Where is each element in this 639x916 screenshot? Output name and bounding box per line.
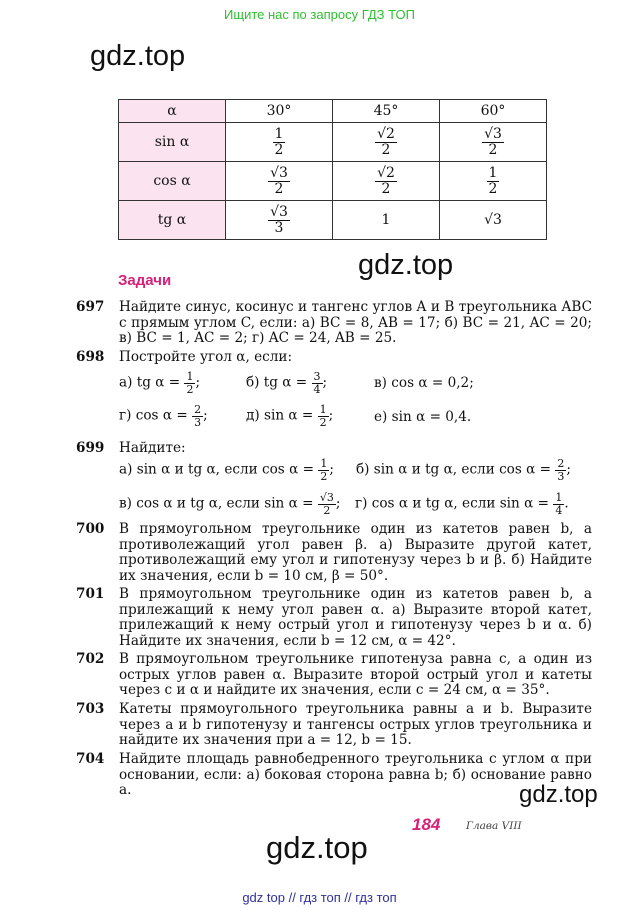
fraction-numerator: 1 bbox=[274, 125, 284, 142]
subitem bbox=[119, 458, 334, 482]
watermark: gdz.top bbox=[90, 40, 186, 72]
fraction bbox=[312, 371, 323, 395]
fraction bbox=[318, 492, 336, 516]
table-cell bbox=[440, 162, 547, 201]
subitem-text: б) sin α и tg α, если cos α = bbox=[356, 461, 552, 478]
fraction bbox=[555, 458, 566, 482]
subitem-suffix: ; bbox=[566, 461, 571, 478]
subitem-text: в) cos α и tg α, если sin α = bbox=[119, 495, 314, 512]
subitem-suffix: ; bbox=[328, 407, 334, 424]
problem-number: 698 bbox=[76, 349, 105, 365]
problem-number: 703 bbox=[76, 701, 105, 717]
subitem bbox=[356, 458, 571, 482]
problem-text: Найдите синус, косинус и тангенс углов A и B треугольника ABC с прямым углом C, если: а) BC = 8, AB = 17; б) BC = 21, AC = 20; в) BC = 1, AC = 2; г) AC = 24, AB = 25. bbox=[119, 299, 592, 346]
fraction-numerator: √2 bbox=[377, 125, 395, 142]
table-row bbox=[119, 162, 547, 201]
table-header-cell: 45° bbox=[333, 100, 440, 123]
subitem bbox=[355, 492, 569, 516]
table-header-row bbox=[119, 100, 547, 123]
subitem-text: е) sin α = 0,4. bbox=[374, 409, 472, 425]
fraction-denominator: 4 bbox=[555, 503, 563, 517]
table-row bbox=[119, 201, 547, 240]
fraction bbox=[192, 404, 203, 428]
watermark: gdz.top bbox=[266, 830, 368, 865]
subitem bbox=[119, 492, 340, 516]
table-cell bbox=[440, 123, 547, 162]
subitem bbox=[374, 409, 471, 425]
problem-704 bbox=[76, 752, 592, 799]
subitem bbox=[246, 371, 327, 395]
table-cell bbox=[226, 162, 333, 201]
subitem-suffix: ; bbox=[322, 374, 328, 391]
fraction bbox=[318, 458, 329, 482]
footer-links[interactable]: gdz top // гдз топ // гдз топ bbox=[242, 890, 397, 905]
table-cell bbox=[226, 123, 333, 162]
fraction-denominator: 2 bbox=[488, 141, 498, 158]
problem-700 bbox=[76, 522, 592, 584]
fraction-numerator: √3 bbox=[319, 491, 334, 504]
section-title: Задачи bbox=[118, 272, 172, 289]
problem-text: Найдите: bbox=[119, 440, 186, 456]
fraction bbox=[318, 404, 329, 428]
fraction-denominator: 2 bbox=[381, 141, 391, 158]
fraction-denominator: 2 bbox=[319, 415, 327, 429]
watermark: gdz.top bbox=[358, 249, 454, 281]
subitem-text: г) cos α и tg α, если sin α = bbox=[355, 495, 549, 512]
problem-number: 702 bbox=[76, 651, 105, 667]
table-header-cell: 30° bbox=[226, 100, 333, 123]
row-label: tg α bbox=[119, 201, 226, 240]
top-banner[interactable]: Ищите нас по запросу ГДЗ ТОП bbox=[224, 7, 415, 22]
subitem-text: а) tg α = bbox=[119, 374, 181, 391]
fraction-denominator: 2 bbox=[323, 503, 331, 517]
subitem-text: в) cos α = 0,2; bbox=[374, 375, 474, 391]
problem-text: В прямоугольном треугольнике один из катетов равен b, а прилежащий к нему угол равен α. а) Выразите второй катет, прилежащий к нему острый угол и гипотенузу через b и α. б) Найдите их значения, если b = 12 см, α = 42°. bbox=[119, 586, 592, 649]
subitem-text: а) sin α и tg α, если cos α = bbox=[119, 461, 314, 478]
fraction-denominator: 2 bbox=[488, 180, 498, 197]
fraction bbox=[184, 371, 195, 395]
subitem-suffix: ; bbox=[329, 461, 334, 478]
page-number: 184 bbox=[412, 815, 441, 834]
fraction bbox=[553, 492, 564, 516]
fraction-numerator: 3 bbox=[313, 370, 321, 383]
subitem-suffix: ; bbox=[195, 374, 201, 391]
row-label: sin α bbox=[119, 123, 226, 162]
subitem-suffix: . bbox=[564, 495, 569, 512]
fraction-denominator: 2 bbox=[186, 382, 194, 396]
problem-701 bbox=[76, 587, 592, 649]
fraction-denominator: 2 bbox=[274, 180, 284, 197]
problem-698 bbox=[76, 350, 592, 366]
fraction-denominator: 2 bbox=[274, 141, 284, 158]
table-cell: √3 bbox=[440, 201, 547, 240]
fraction-numerator: √3 bbox=[270, 203, 288, 220]
subitem bbox=[119, 404, 208, 428]
problem-text: В прямоугольном треугольнике гипотенуза равна c, а один из острых углов равен α. Выразите второй острый угол и катеты через c и α и найдите их значения, если c = 24 см, α = 35°. bbox=[119, 651, 592, 698]
chapter-label: Глава VIII bbox=[466, 820, 522, 832]
problem-number: 699 bbox=[76, 440, 105, 456]
subitem bbox=[119, 371, 200, 395]
trig-values-table bbox=[118, 99, 547, 240]
problem-number: 700 bbox=[76, 521, 105, 537]
fraction-numerator: 1 bbox=[320, 457, 328, 470]
fraction-numerator: 1 bbox=[319, 403, 327, 416]
fraction-numerator: 1 bbox=[186, 370, 194, 383]
subitem-suffix: ; bbox=[203, 407, 208, 424]
subitem-text: б) tg α = bbox=[246, 374, 308, 391]
problem-number: 697 bbox=[76, 299, 105, 315]
problem-702 bbox=[76, 652, 592, 699]
fraction-numerator: 1 bbox=[555, 491, 563, 504]
problem-703 bbox=[76, 702, 592, 749]
fraction-denominator: 3 bbox=[557, 469, 565, 483]
fraction-numerator: √3 bbox=[484, 125, 502, 142]
problem-text: Постройте угол α, если: bbox=[119, 349, 293, 365]
table-cell bbox=[333, 162, 440, 201]
table-cell: 1 bbox=[333, 201, 440, 240]
problem-number: 701 bbox=[76, 586, 105, 602]
fraction-denominator: 2 bbox=[320, 469, 328, 483]
fraction-numerator: 2 bbox=[557, 457, 565, 470]
problem-number: 704 bbox=[76, 751, 105, 767]
problem-text: Катеты прямоугольного треугольника равны a и b. Выразите через a и b гипотенузу и тангенсы острых углов треугольника и найдите их значения при a = 12, b = 15. bbox=[119, 701, 592, 748]
table-cell bbox=[333, 123, 440, 162]
fraction-numerator: 1 bbox=[488, 164, 498, 181]
table-row bbox=[119, 123, 547, 162]
watermark: gdz.top bbox=[519, 781, 598, 808]
table-cell bbox=[226, 201, 333, 240]
fraction-numerator: √2 bbox=[377, 164, 395, 181]
problem-697 bbox=[76, 300, 592, 347]
problem-text: В прямоугольном треугольнике один из катетов равен b, а противолежащий угол равен β. а) Выразите другой катет, противолежащий ему угол и гипотенузу через b и β. б) Найдите их значения, если b = 10 см, β = 50°. bbox=[119, 521, 592, 584]
subitem-text: д) sin α = bbox=[246, 407, 314, 424]
subitem bbox=[374, 375, 474, 391]
fraction-numerator: √3 bbox=[270, 164, 288, 181]
problem-699 bbox=[76, 441, 592, 457]
subitem bbox=[246, 404, 333, 428]
fraction-denominator: 3 bbox=[194, 415, 202, 429]
subitem-text: г) cos α = bbox=[119, 407, 188, 424]
problem-text: Найдите площадь равнобедренного треугольника с углом α при основании, если: а) боковая сторона равна b; б) основание равно a. bbox=[119, 751, 592, 798]
fraction-numerator: 2 bbox=[194, 403, 202, 416]
fraction-denominator: 3 bbox=[274, 219, 284, 236]
fraction-denominator: 4 bbox=[313, 382, 321, 396]
subitem-suffix: ; bbox=[335, 495, 341, 512]
table-header-cell: 60° bbox=[440, 100, 547, 123]
fraction-denominator: 2 bbox=[381, 180, 391, 197]
table-header-cell: α bbox=[119, 100, 226, 123]
row-label: cos α bbox=[119, 162, 226, 201]
